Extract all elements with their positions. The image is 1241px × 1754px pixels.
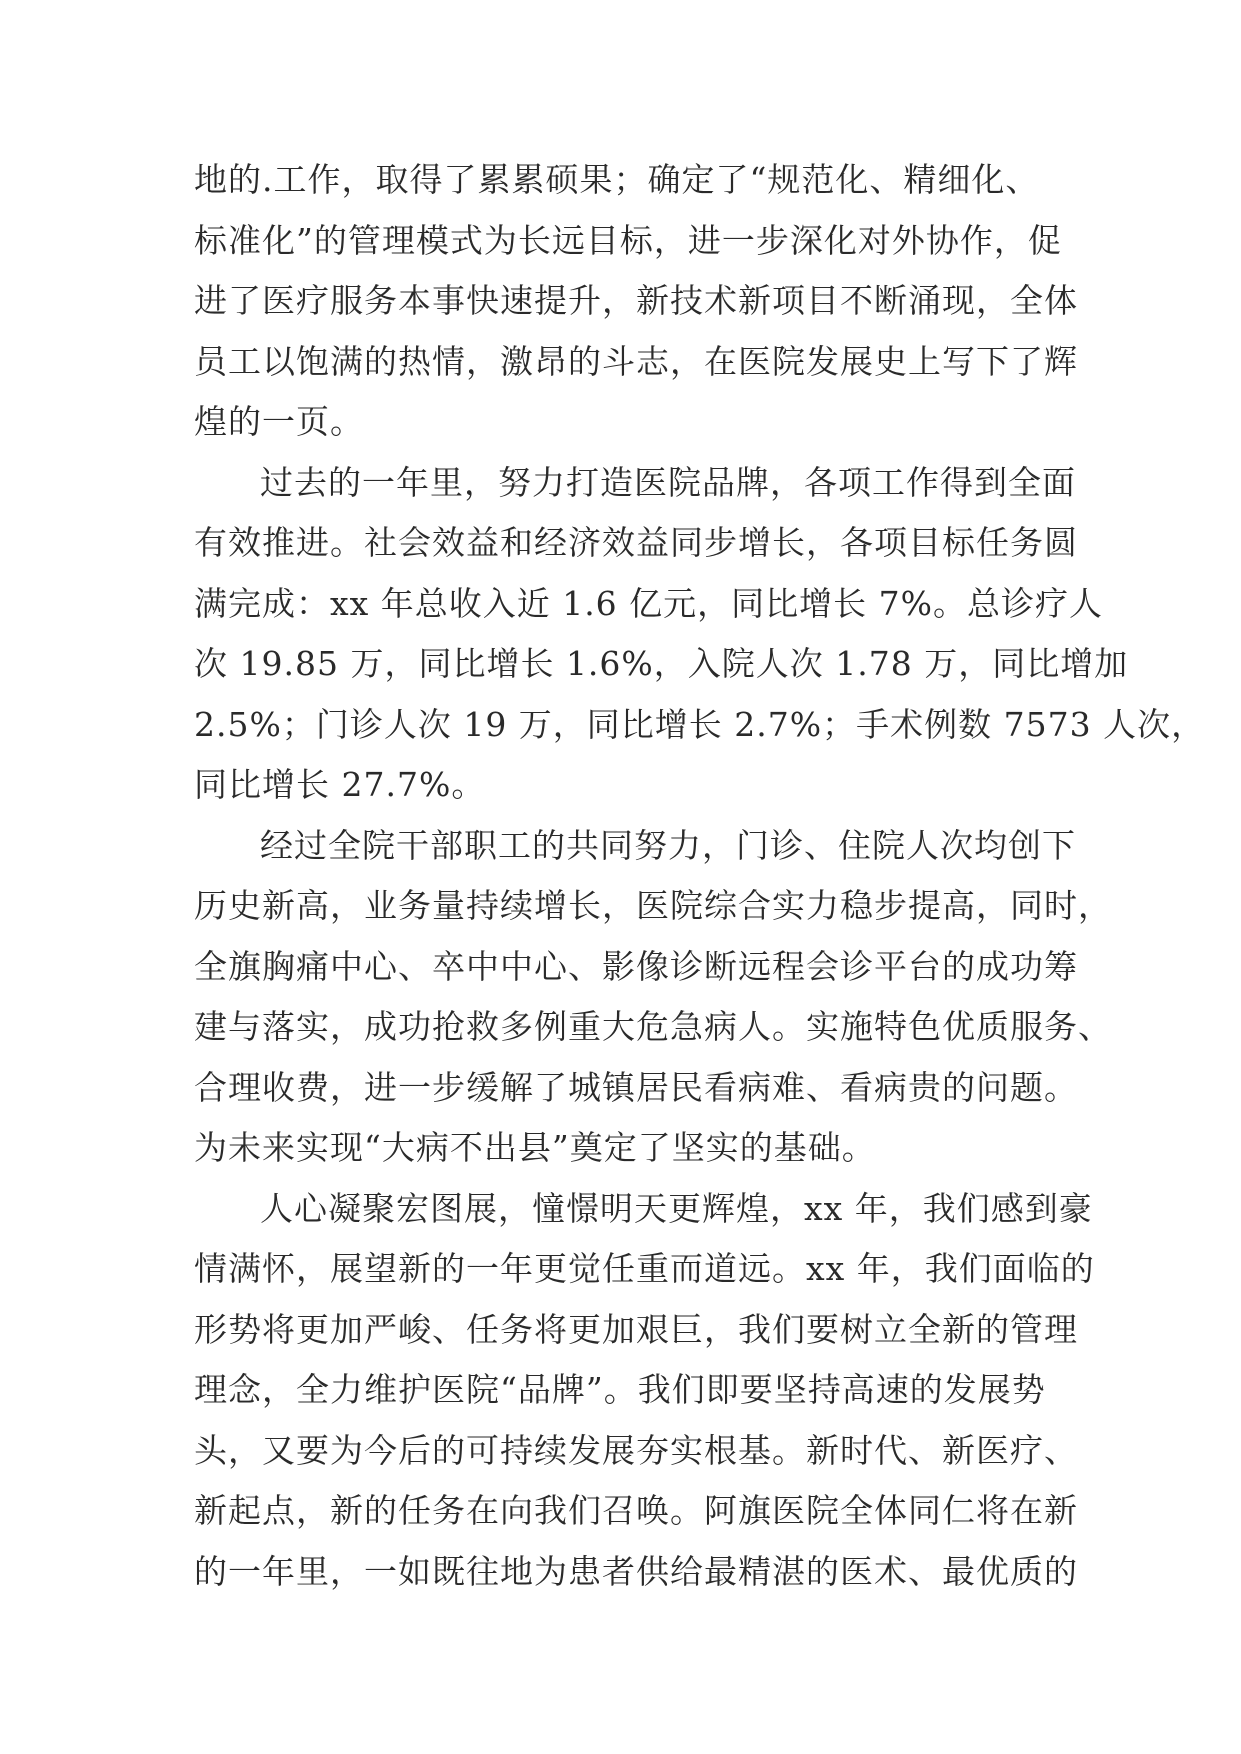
text-line: 理念，全力维护医院“品牌”。我们即要坚持高速的发展势	[194, 1370, 1046, 1409]
text-line: 新起点，新的任务在向我们召唤。阿旗医院全体同仁将在新	[194, 1491, 1078, 1530]
text-line: 形势将更加严峻、任务将更加艰巨，我们要树立全新的管理	[194, 1309, 1078, 1349]
text-line: 头，又要为今后的可持续发展夯实根基。新时代、新医疗、	[194, 1430, 1078, 1470]
text-line: 进了医疗服务本事快速提升，新技术新项目不断涌现，全体	[194, 281, 1078, 320]
text-line: 为未来实现“大病不出县”奠定了坚实的基础。	[194, 1128, 876, 1167]
text-line: 历史新高，业务量持续增长，医院综合实力稳步提高，同时，	[194, 886, 1112, 925]
text-line: 满完成：xx 年总收入近 1.6 亿元，同比增长 7%。总诊疗人	[194, 583, 1104, 623]
text-line: 情满怀，展望新的一年更觉任重而道远。xx 年，我们面临的	[194, 1249, 1095, 1288]
text-line: 2.5%；门诊人次 19 万，同比增长 2.7%；手术例数 7573 人次，	[194, 704, 1206, 744]
body-text	[194, 150, 1206, 1602]
text-line: 同比增长 27.7%。	[194, 765, 486, 804]
text-line: 建与落实，成功抢救多例重大危急病人。实施特色优质服务、	[194, 1007, 1112, 1046]
text-line: 地的.工作，取得了累累硕果；确定了“规范化、精细化、	[194, 160, 1040, 199]
paragraph-first-line: 经过全院干部职工的共同努力，门诊、住院人次均创下	[260, 825, 1076, 865]
text-line: 标准化”的管理模式为长远目标，进一步深化对外协作，促	[194, 220, 1062, 260]
text-line: 次 19.85 万，同比增长 1.6%，入院人次 1.78 万，同比增加	[194, 644, 1129, 683]
text-line: 员工以饱满的热情，激昂的斗志，在医院发展史上写下了辉	[194, 341, 1078, 381]
text-line: 全旗胸痛中心、卒中中心、影像诊断远程会诊平台的成功筹	[194, 946, 1078, 986]
paragraph-first-line: 人心凝聚宏图展，憧憬明天更辉煌，xx 年，我们感到豪	[260, 1188, 1093, 1228]
text-line: 合理收费，进一步缓解了城镇居民看病难、看病贵的问题。	[194, 1067, 1078, 1107]
text-line: 的一年里，一如既往地为患者供给最精湛的医术、最优质的	[194, 1551, 1078, 1591]
text-line: 煌的一页。	[194, 402, 364, 441]
paragraph-first-line: 过去的一年里，努力打造医院品牌，各项工作得到全面	[260, 462, 1076, 502]
text-line: 有效推进。社会效益和经济效益同步增长，各项目标任务圆	[194, 523, 1078, 562]
